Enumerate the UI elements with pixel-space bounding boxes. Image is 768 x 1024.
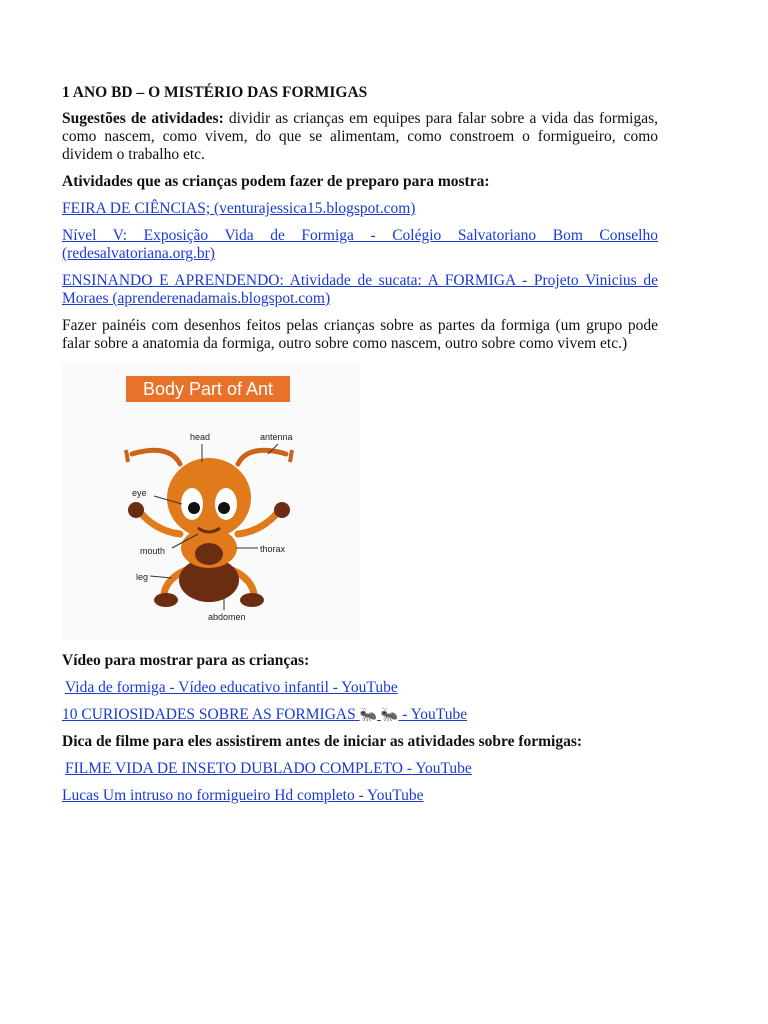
ant-emoji-icon: 🐜 <box>380 707 399 723</box>
suggestions-paragraph <box>62 110 658 164</box>
label-eye: eye <box>132 488 147 498</box>
right-antenna-tip <box>290 450 292 462</box>
document-page <box>62 84 658 814</box>
ant-emoji-icon: 🐜 <box>359 707 378 723</box>
link-feira-ciencias[interactable]: FEIRA DE CIÊNCIAS; (venturajessica15.blogspot.com) <box>62 200 416 217</box>
video-link-2-row <box>62 706 658 724</box>
right-antenna <box>238 450 286 464</box>
link-10-curiosidades[interactable] <box>62 706 467 723</box>
label-mouth: mouth <box>140 546 166 556</box>
link-filme-vida-de-inseto[interactable]: FILME VIDA DE INSETO DUBLADO COMPLETO - YouTube <box>65 760 472 777</box>
prep-heading: Atividades que as crianças podem fazer de preparo para mostra: <box>62 173 490 190</box>
left-hand <box>128 502 144 518</box>
ant-illustration <box>62 362 360 640</box>
thorax-belly <box>195 543 223 565</box>
link-10-curiosidades-text: 10 CURIOSIDADES SOBRE AS FORMIGAS <box>62 706 356 723</box>
left-antenna <box>132 450 180 464</box>
left-pupil <box>188 502 200 514</box>
prep-link-feira <box>62 200 658 218</box>
suggestions-text: dividir as crianças em equipes para falar sobre a vida das formigas, como nascem, como vivem, do que se alimentam, como constroem o formigueiro, como dividem o trabalho etc. <box>62 110 658 163</box>
right-pupil <box>218 502 230 514</box>
prep-link-ensinando <box>62 272 658 308</box>
label-head: head <box>190 432 211 442</box>
link-ensinando-aprendendo[interactable]: ENSINANDO E APRENDENDO: Atividade de sucata: A FORMIGA - Projeto Vinicius de Moraes (aprenderenadamais.blogspot.com) <box>62 272 658 307</box>
ant-body-parts-figure <box>62 362 360 640</box>
film-link-1-row <box>62 760 658 778</box>
label-leg: leg <box>136 572 149 582</box>
film-heading: Dica de filme para eles assistirem antes de iniciar as atividades sobre formigas: <box>62 733 583 750</box>
right-hand <box>274 502 290 518</box>
document-title: 1 ANO BD – O MISTÉRIO DAS FORMIGAS <box>62 84 368 101</box>
link-nivel-v[interactable]: Nível V: Exposição Vida de Formiga - Colégio Salvatoriano Bom Conselho (redesalvatoriana.org.br) <box>62 227 658 262</box>
video-link-1-row <box>62 679 658 697</box>
label-thorax: thorax <box>260 544 286 554</box>
link-vida-de-formiga[interactable]: Vida de formiga - Vídeo educativo infantil - YouTube <box>65 679 398 696</box>
left-antenna-tip <box>126 450 128 462</box>
label-abdomen: abdomen <box>208 612 246 622</box>
label-antenna: antenna <box>260 432 293 442</box>
link-lucas-um-intruso[interactable]: Lucas Um intruso no formigueiro Hd completo - YouTube <box>62 787 424 804</box>
video-heading: Vídeo para mostrar para as crianças: <box>62 652 310 669</box>
right-foot <box>240 593 264 607</box>
panels-paragraph: Fazer painéis com desenhos feitos pelas crianças sobre as partes da formiga (um grupo pode falar sobre a anatomia da formiga, outro sobre como nascem, outro sobre como vivem etc.) <box>62 317 658 352</box>
banner-text: Body Part of Ant <box>142 379 274 399</box>
film-link-2-row <box>62 787 658 805</box>
left-foot <box>154 593 178 607</box>
link-10-curiosidades-suffix: - YouTube <box>398 706 468 723</box>
head-shape <box>167 458 251 538</box>
suggestions-label: Sugestões de atividades: <box>62 110 224 127</box>
prep-link-nivel <box>62 227 658 263</box>
